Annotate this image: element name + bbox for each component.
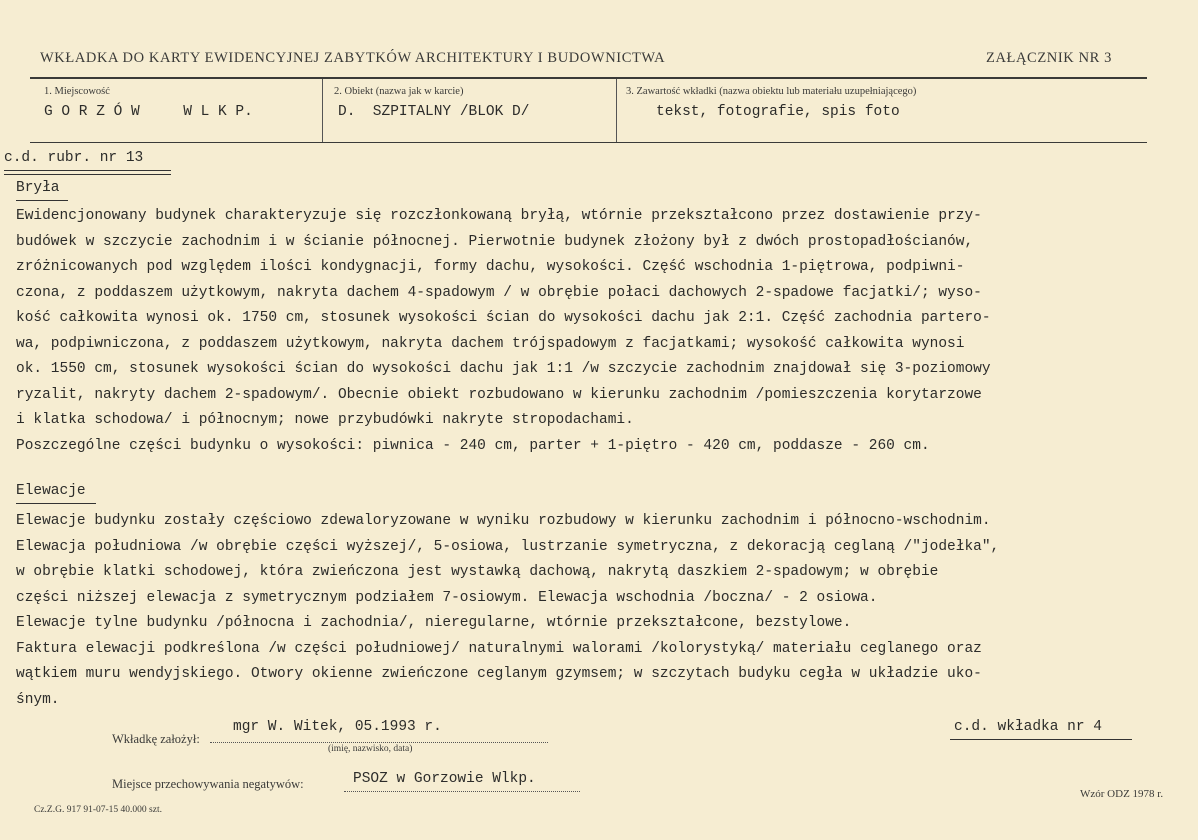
object-label: 2. Obiekt (nazwa jak w karcie) xyxy=(334,86,464,97)
created-by-label: Wkładkę założył: xyxy=(112,732,200,746)
created-by-value: mgr W. Witek, 05.1993 r. xyxy=(233,719,442,735)
text-line: ryzalit, nakryty dachem 2-spadowym/. Obecnie obiekt rozbudowano w kierunku zachodnim /pomieszczenia korytarzowe xyxy=(16,386,982,403)
created-by-dotted-line xyxy=(210,742,548,743)
text-line: Elewacje tylne budynku /północna i zachodnia/, nieregularne, wtórnie przekształcone, bezstylowe. xyxy=(16,615,852,631)
fields-bottom-rule xyxy=(30,142,1147,143)
section-heading-bryla: Bryła xyxy=(16,180,60,196)
header-rule xyxy=(30,77,1147,79)
text-line: kość całkowita wynosi ok. 1750 cm, stosunek wysokości ścian do wysokości dachu jak 2:1. Część zachodnia partero- xyxy=(16,310,991,326)
text-line: budówek w szczycie zachodnim i w ścianie północnej. Pierwotnie budynek złożony był z dwóch prostopadłościanów, xyxy=(16,233,974,250)
heading-underline xyxy=(16,200,68,201)
text-line: wa, podpiwniczona, z poddaszem użytkowym, nakryta dachem trójspadowym z facjatkami; wysokość całkowita wynosi xyxy=(16,335,965,352)
text-line: Ewidencjonowany budynek charakteryzuje się rozczłonkowaną bryłą, wtórnie przekształcono przez dostawienie przy- xyxy=(16,208,982,224)
negatives-location-label: Miejsce przechowywania negatywów: xyxy=(112,777,304,791)
place-label: 1. Miejscowość xyxy=(44,86,110,97)
field-divider xyxy=(322,79,323,142)
continuation-underline xyxy=(4,174,171,175)
place-value: G O R Z Ó W W L K P. xyxy=(44,104,253,120)
created-by-hint: (imię, nazwisko, data) xyxy=(328,744,413,754)
continuation-underline xyxy=(4,170,171,171)
text-line: w obrębie klatki schodowej, która zwieńczona jest wystawką dachową, nakrytą daszkiem 2-spadowym; w obrębie xyxy=(16,564,939,580)
text-line: Poszczególne części budynku o wysokości: piwnica - 240 cm, parter + 1-piętro - 420 cm, poddasze - 260 cm. xyxy=(16,437,930,454)
print-code: Cz.Z.G. 917 91-07-15 40.000 szt. xyxy=(34,805,162,815)
form-model: Wzór ODZ 1978 r. xyxy=(1080,788,1164,800)
text-line: śnym. xyxy=(16,691,60,708)
text-line: Faktura elewacji podkreślona /w części południowej/ naturalnymi walorami /kolorystyką/ materiału ceglanego oraz xyxy=(16,640,982,657)
text-line: Elewacje budynku zostały częściowo zdewaloryzowane w wyniku rozbudowy w kierunku zachodnim i północno-wschodnim. xyxy=(16,513,991,529)
heading-underline xyxy=(16,503,96,504)
text-line: i klatka schodowa/ i północnym; nowe przybudówki nakryte stropodachami. xyxy=(16,412,634,428)
text-line: Elewacja południowa /w obrębie części wyższej/, 5-osiowa, lustrzanie symetryczna, z dekoracją ceglaną /"jodełka", xyxy=(16,538,1000,555)
negatives-location-value: PSOZ w Gorzowie Wlkp. xyxy=(353,771,536,787)
text-line: części niższej elewacja z symetrycznym podziałem 7-osiowym. Elewacja wschodnia /boczna/ - 2 osiowa. xyxy=(16,589,878,606)
text-line: zróżnicowanych pod względem ilości kondygnacji, formy dachu, wysokości. Część wschodnia 1-piętrowa, podpiwni- xyxy=(16,259,965,275)
section-body-bryla xyxy=(16,204,991,459)
next-insert-underline xyxy=(950,739,1132,740)
continuation-ref: c.d. rubr. nr 13 xyxy=(4,150,144,166)
next-insert-ref: c.d. wkładka nr 4 xyxy=(954,719,1102,735)
negatives-dotted-line xyxy=(344,791,580,792)
form-title: WKŁADKA DO KARTY EWIDENCYJNEJ ZABYTKÓW ARCHITEKTURY I BUDOWNICTWA xyxy=(40,50,666,66)
section-body-elewacje xyxy=(16,509,999,713)
object-value: D. SZPITALNY /BLOK D/ xyxy=(338,104,530,120)
field-divider xyxy=(616,79,617,142)
content-value: tekst, fotografie, spis foto xyxy=(656,104,900,120)
text-line: wątkiem muru wendyjskiego. Otwory okienne zwieńczone ceglanym gzymsem; w szczytach budyku cegła w układzie uko- xyxy=(16,666,982,682)
section-heading-elewacje: Elewacje xyxy=(16,483,86,499)
annex-number: ZAŁĄCZNIK NR 3 xyxy=(986,50,1112,66)
text-line: ok. 1550 cm, stosunek wysokości ścian do wysokości dachu jak 1:1 /w szczycie zachodnim znajdował się 3-poziomowy xyxy=(16,361,991,377)
text-line: czona, z poddaszem użytkowym, nakryta dachem 4-spadowym / w obrębie połaci dachowych 2-spadowe facjatki/; wyso- xyxy=(16,284,982,301)
content-label: 3. Zawartość wkładki (nazwa obiektu lub materiału uzupełniającego) xyxy=(626,86,917,97)
